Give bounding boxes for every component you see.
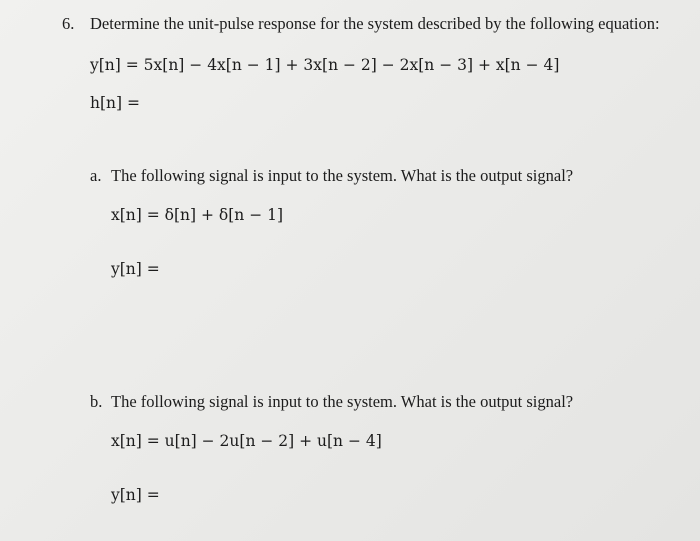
part-b-prompt: The following signal is input to the system. What is the output signal?	[111, 392, 574, 411]
difference-equation: y[n] = 5x[n] − 4x[n − 1] + 3x[n − 2] − 2x[n − 3] + x[n − 4]	[90, 56, 560, 74]
part-a-label: a.	[90, 166, 102, 185]
impulse-response-blank: h[n] =	[90, 94, 140, 112]
part-a-input-signal: x[n] = δ[n] + δ[n − 1]	[111, 206, 284, 224]
part-b-label: b.	[90, 392, 103, 411]
part-a-prompt: The following signal is input to the system. What is the output signal?	[111, 166, 574, 185]
part-a-output-blank: y[n] =	[111, 260, 160, 278]
part-b-input-signal: x[n] = u[n] − 2u[n − 2] + u[n − 4]	[111, 432, 382, 450]
part-b-output-blank: y[n] =	[111, 486, 160, 504]
problem-prompt: Determine the unit-pulse response for the system described by the following equation:	[90, 14, 660, 33]
problem-number: 6.	[62, 14, 75, 33]
